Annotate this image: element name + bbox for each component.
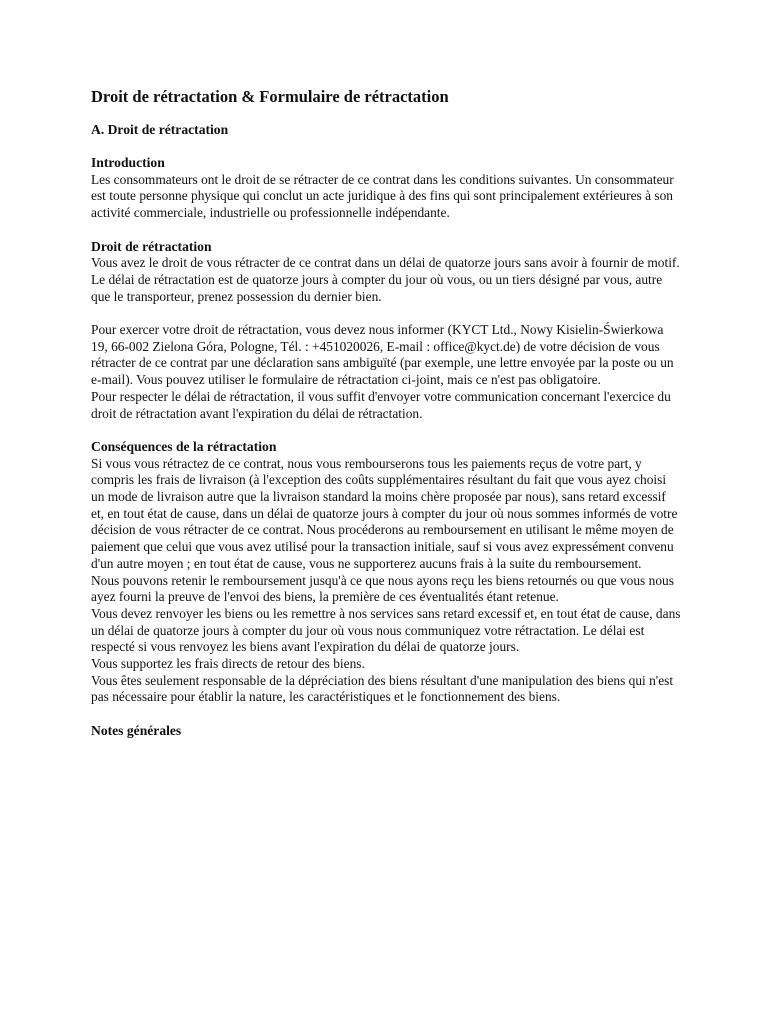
consequences-section	[91, 439, 681, 706]
consequences-paragraph: Si vous vous rétractez de ce contrat, nous vous rembourserons tous les paiements reçus de votre part, y compris les frais de livraison (à l'exception des coûts supplémentaires résultant du fait que vous ayez choisi un mode de livraison autre que la livraison standard la moins chère proposée par nous), sans retard excessif et, en tout état de cause, dans un délai de quatorze jours à compter du jour où nous sommes informés de votre décision de vous rétracter de ce contrat. Nous procéderons au remboursement en utilisant le même moyen de paiement que celui que vous avez utilisé pour la transaction initiale, sauf si vous avez expressément convenu d'un autre moyen ; en tout état de cause, vous ne supporterez aucuns frais à la suite du remboursement.	[91, 455, 678, 571]
section-a-heading: A. Droit de rétractation	[91, 122, 229, 137]
consequences-paragraph: Vous êtes seulement responsable de la dépréciation des biens résultant d'une manipulation des biens qui n'est pas nécessaire pour établir la nature, les caractéristiques et le fonctionnement des biens.	[91, 672, 674, 705]
notes-section	[91, 723, 681, 740]
exercise-paragraph: Pour respecter le délai de rétractation, il vous suffit d'envoyer votre communication concernant l'exercice du droit de rétractation avant l'expiration du délai de rétractation.	[91, 388, 671, 421]
exercise-section	[91, 322, 681, 422]
introduction-heading: Introduction	[91, 155, 165, 170]
introduction-section	[91, 155, 681, 222]
droit-paragraph: Vous avez le droit de vous rétracter de ce contrat dans un délai de quatorze jours sans avoir à fournir de motif.	[91, 255, 680, 271]
droit-paragraph: Le délai de rétractation est de quatorze jours à compter du jour où vous, ou un tiers désigné par vous, autre que le transporteur, prenez possession du dernier bien.	[91, 271, 663, 304]
introduction-paragraph: Les consommateurs ont le droit de se rétracter de ce contrat dans les conditions suivantes. Un consommateur est toute personne physique qui conclut un acte juridique à des fins qui sont principalement extérieures à son activité commerciale, industrielle ou professionnelle indépendante.	[91, 171, 674, 221]
consequences-heading: Conséquences de la rétractation	[91, 438, 277, 454]
droit-heading: Droit de rétractation	[91, 238, 212, 254]
consequences-paragraph: Nous pouvons retenir le remboursement jusqu'à ce que nous ayons reçu les biens retournés ou que vous nous ayez fourni la preuve de l'envoi des biens, la première de ces éventualités étant retenue.	[91, 572, 674, 605]
droit-section	[91, 239, 681, 306]
document-title: Droit de rétractation & Formulaire de rétractation	[91, 87, 449, 106]
consequences-paragraph: Vous supportez les frais directs de retour des biens.	[91, 656, 365, 672]
consequences-paragraph: Vous devez renvoyer les biens ou les remettre à nos services sans retard excessif et, en tout état de cause, dans un délai de quatorze jours à compter du jour où vous nous communiquez votre rétractation. Le délai est respecté si vous renvoyez les biens avant l'expiration du délai de quatorze jours.	[91, 605, 681, 655]
document-page	[91, 87, 681, 756]
exercise-paragraph: Pour exercer votre droit de rétractation, vous devez nous informer (KYCT Ltd., Nowy Kisielin-Świerkowa 19, 66-002 Zielona Góra, Pologne, Tél. : +451020026, E-mail : office@kyct.de) de votre décision de vous rétracter de ce contrat par une déclaration sans ambiguïté (par exemple, une lettre envoyée par la poste ou un e-mail). Vous pouvez utiliser le formulaire de rétractation ci-joint, mais ce n'est pas obligatoire.	[91, 322, 674, 388]
notes-heading: Notes générales	[91, 722, 182, 738]
